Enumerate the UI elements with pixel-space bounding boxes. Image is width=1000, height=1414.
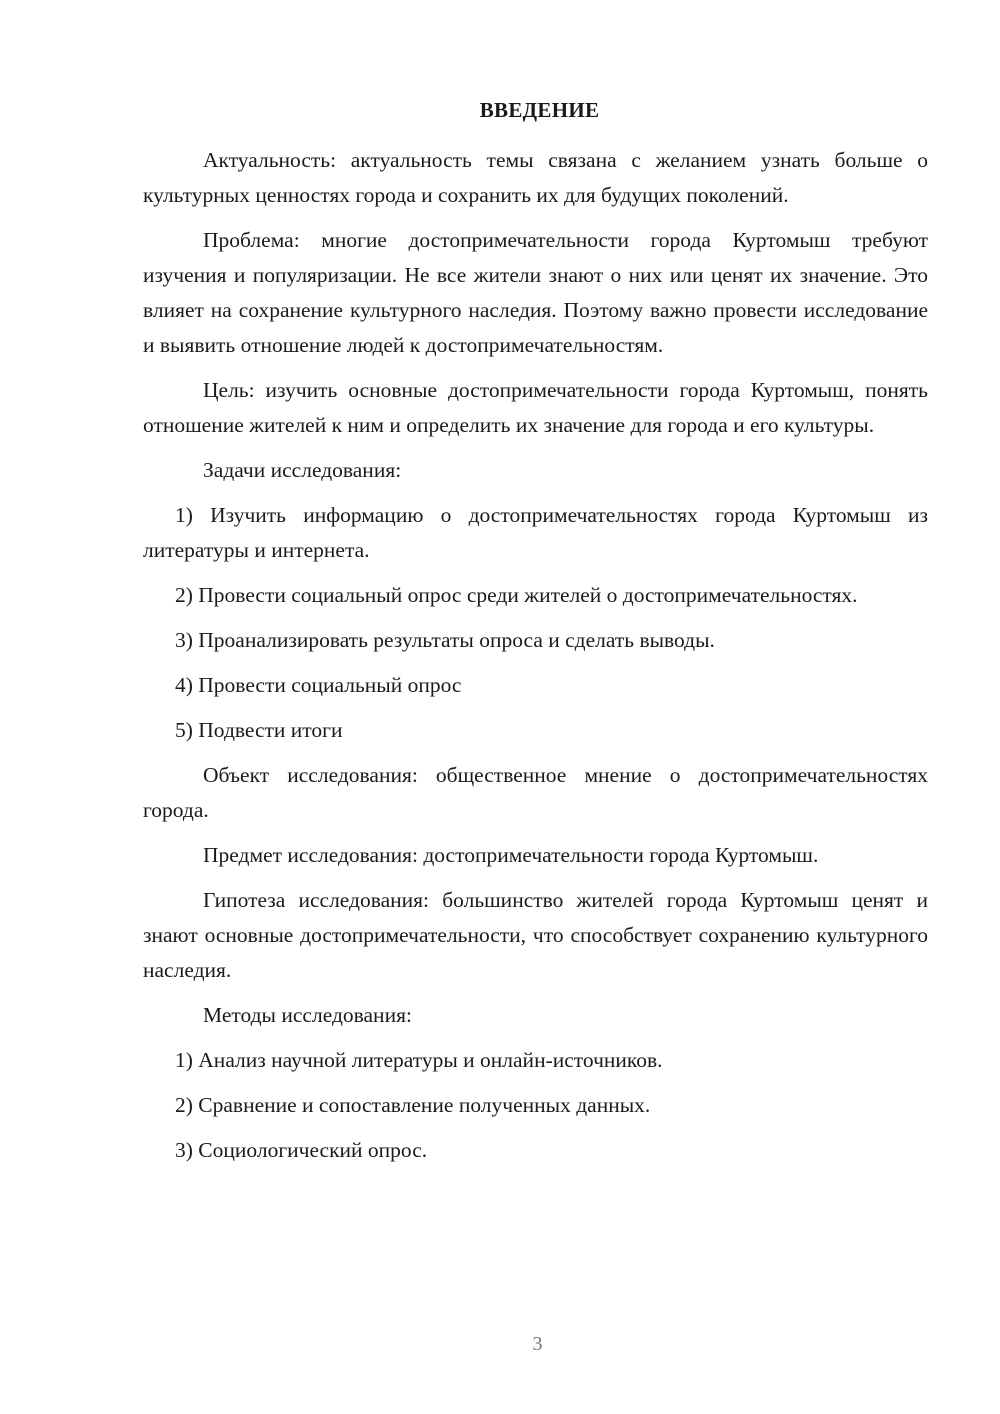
page-title: ВВЕДЕНИЕ <box>479 98 600 122</box>
page-content <box>143 91 928 1178</box>
task-item-2: 2) Провести социальный опрос среди жителей о достопримечательностях. <box>175 583 858 607</box>
goal-paragraph: Цель: изучить основные достопримечательности города Куртомыш, понять отношение жителей к ним и определить их значение для города и его культуры. <box>143 378 928 437</box>
relevance-paragraph: Актуальность: актуальность темы связана с желанием узнать больше о культурных ценностях города и сохранить их для будущих поколений. <box>143 148 928 207</box>
subject-paragraph: Предмет исследования: достопримечательности города Куртомыш. <box>203 843 819 867</box>
task-item-4: 4) Провести социальный опрос <box>175 673 462 697</box>
task-item-5: 5) Подвести итоги <box>175 718 343 742</box>
tasks-heading: Задачи исследования: <box>203 458 402 482</box>
task-item-3: 3) Проанализировать результаты опроса и сделать выводы. <box>175 628 715 652</box>
method-item-2: 2) Сравнение и сопоставление полученных данных. <box>175 1093 651 1117</box>
problem-paragraph: Проблема: многие достопримечательности города Куртомыш требуют изучения и популяризации. Не все жители знают о них или ценят их значение. Это влияет на сохранение культурного наследия. Поэтому важно провести исследование и выявить отношение людей к достопримечательностям. <box>143 228 928 357</box>
method-item-1: 1) Анализ научной литературы и онлайн-источников. <box>175 1048 663 1072</box>
methods-heading: Методы исследования: <box>203 1003 412 1027</box>
page-number: 3 <box>532 1333 543 1355</box>
method-item-3: 3) Социологический опрос. <box>175 1138 428 1162</box>
hypothesis-paragraph: Гипотеза исследования: большинство жителей города Куртомыш ценят и знают основные достопримечательности, что способствует сохранению культурного наследия. <box>143 888 928 982</box>
object-paragraph: Объект исследования: общественное мнение о достопримечательностях города. <box>143 763 928 822</box>
task-item-1: 1) Изучить информацию о достопримечательностях города Куртомыш из литературы и интернета. <box>143 503 928 562</box>
